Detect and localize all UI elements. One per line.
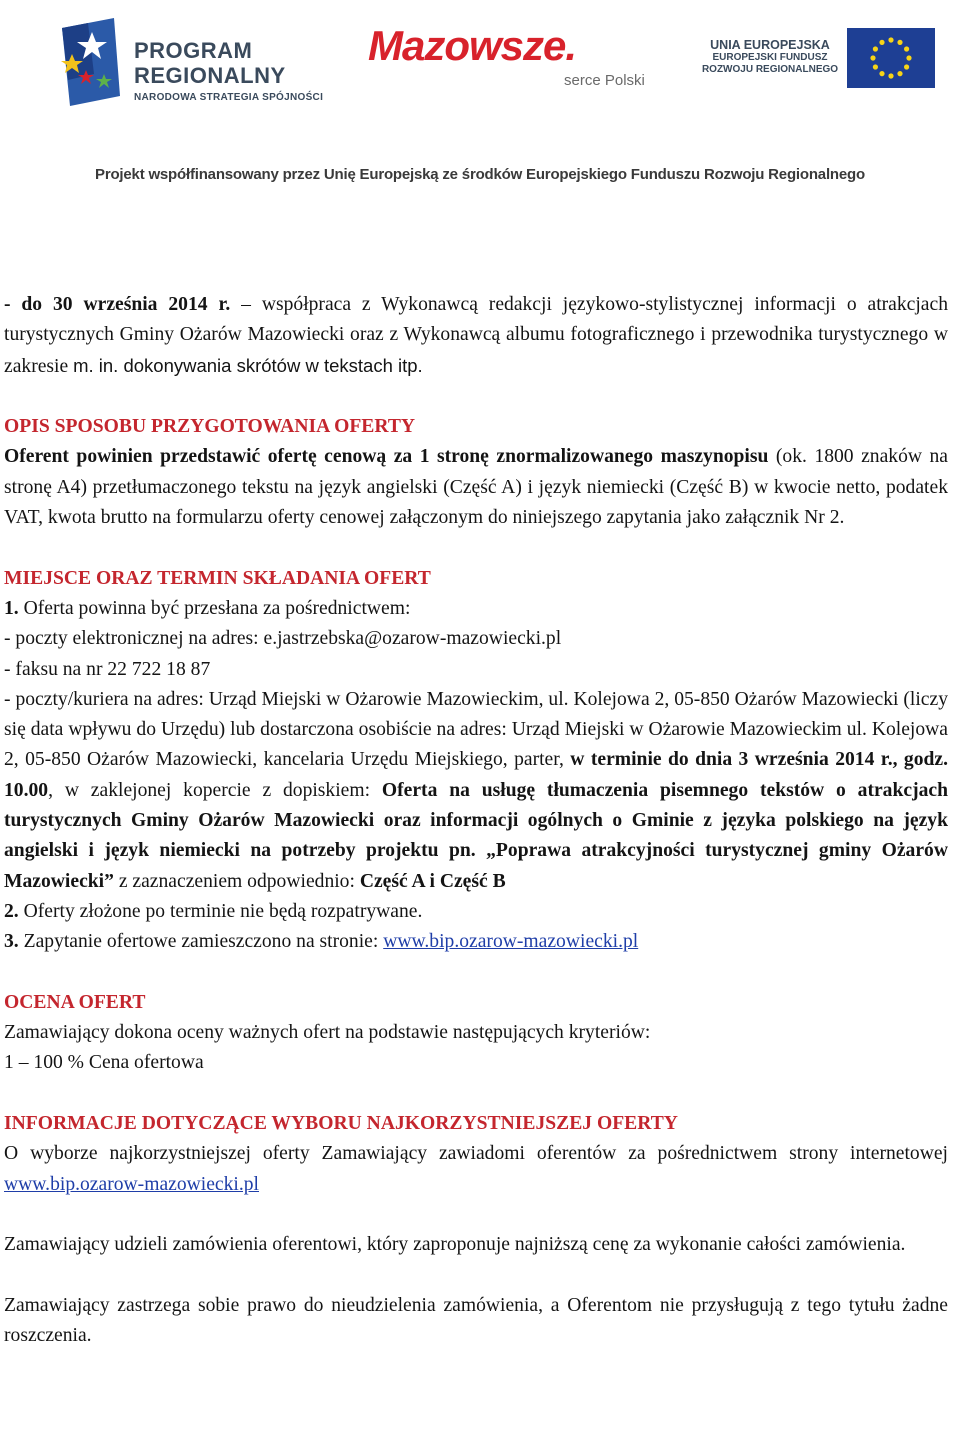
closing-paragraph-1: Zamawiający udzieli zamówienia oferentowi, który zaproponuje najniższą cenę za wykonanie całości zamówienia. [4, 1234, 906, 1256]
ocena-line-2: 1 – 100 % Cena ofertowa [4, 1052, 204, 1074]
heading-opis-oferty: OPIS SPOSOBU PRZYGOTOWANIA OFERTY [4, 416, 416, 438]
eu-flag-icon [847, 28, 935, 88]
deadline-text: w terminie do dnia 3 września 2014 r., godz. 10.00 [4, 749, 948, 801]
parts-label: Część A i Część B [359, 870, 506, 892]
item-number: 1. [4, 597, 19, 619]
heading-miejsce-termin: MIEJSCE ORAZ TERMIN SKŁADANIA OFERT [4, 567, 431, 589]
post-text-b: , w zaklejonej kopercie z dopiskiem: [48, 779, 382, 801]
bip-link-2[interactable]: www.bip.ozarow-mazowiecki.pl [4, 1173, 259, 1195]
heading-wybor-oferty: INFORMACJE DOTYCZĄCE WYBORU NAJKORZYSTNIEJSZEJ OFERTY [4, 1113, 678, 1135]
program-regionalny-flag-icon [52, 14, 134, 110]
logo-text-program: PROGRAM [134, 38, 253, 63]
wybor-paragraph [4, 1139, 948, 1200]
item-number: 3. [4, 931, 19, 953]
logo-header [0, 0, 960, 200]
heading-ocena-ofert: OCENA OFERT [4, 991, 146, 1013]
wybor-text: O wyborze najkorzystniejszej oferty Zamawiający zawiadomi oferentów za pośrednictwem strony internetowej [4, 1143, 948, 1165]
mazowsze-tagline: serce Polski [564, 72, 645, 89]
program-regionalny-logo [52, 14, 342, 114]
post-delivery-paragraph [4, 685, 948, 897]
mazowsze-wordmark: Mazowsze. [368, 22, 577, 69]
fax-line: - faksu na nr 22 722 18 87 [4, 658, 211, 680]
miejsce-item-3 [4, 927, 948, 957]
ocena-line-1: Zamawiający dokona oceny ważnych ofert na podstawie następujących kryteriów: [4, 1022, 651, 1044]
opis-bold-text: Oferent powinien przedstawić ofertę cenową za 1 stronę znormalizowanego maszynopisu [4, 446, 769, 468]
item-text: Oferta powinna być przesłana za pośrednictwem: [18, 597, 411, 619]
eu-text-line1: UNIA EUROPEJSKA [710, 38, 830, 52]
cofinancing-note: Projekt współfinansowany przez Unię Europejską ze środków Europejskiego Funduszu Rozwoju Regionalnego [95, 166, 865, 183]
logo-text-nss: NARODOWA STRATEGIA SPÓJNOŚCI [134, 92, 324, 103]
miejsce-item-2 [4, 897, 948, 927]
miejsce-item-1 [4, 594, 948, 624]
item-number: 2. [4, 900, 19, 922]
closing-paragraph-2: Zamawiający zastrzega sobie prawo do nieudzielenia zamówienia, a Oferentom nie przysługują z tego tytułu żadne roszczenia. [4, 1294, 948, 1347]
envelope-title: Oferta na usługę tłumaczenia pisemnego tekstów o atrakcjach turystycznych Gminy Ożarów Mazowiecki oraz informacji ogólnych o Gminie z języka polskiego na język angielski i język niemiecki na potrzeby projektu pn. „Poprawa atrakcyjności turystycznej gminy Ożarów Mazowiecki” [4, 779, 948, 892]
intro-text-a: – współpraca z Wykonawcą redakcji językowo-stylistycznej informacji o atrakcjach turystycznych Gminy Ożarów Mazowiecki oraz z Wykonawcą albumu fotograficznego i przewodnika turystycznego w zakresie [4, 294, 948, 377]
opis-rest-text: (ok. 1800 znaków na stronę A4) przetłumaczonego tekstu na język angielski (Część A) i język niemiecki (Część B) w kwocie netto, podatek VAT, kwota brutto na formularzu oferty cenowej załączonym do niniejszego zapytania jako załącznik Nr 2. [4, 446, 949, 529]
item-text: Zapytanie ofertowe zamieszczono na stronie: [18, 931, 384, 953]
post-text-c: z zaznaczeniem odpowiednio: [113, 870, 360, 892]
intro-date: - do 30 września 2014 r. [4, 294, 231, 315]
logo-text-regionalny: REGIONALNY [134, 63, 286, 88]
opis-paragraph [4, 442, 948, 533]
eu-logo [694, 26, 944, 96]
eu-text-line3: ROZWOJU REGIONALNEGO [701, 64, 839, 75]
eu-text-line2: EUROPEJSKI FUNDUSZ [712, 52, 828, 63]
document-body [4, 290, 948, 1351]
mazowsze-logo [368, 22, 658, 102]
intro-text-b: m. in. dokonywania skrótów w tekstach itp. [73, 354, 423, 376]
bip-link[interactable]: www.bip.ozarow-mazowiecki.pl [383, 931, 639, 953]
email-line: - poczty elektronicznej na adres: e.jastrzebska@ozarow-mazowiecki.pl [4, 628, 562, 650]
item-text: Oferty złożone po terminie nie będą rozpatrywane. [18, 900, 423, 922]
intro-paragraph [4, 290, 948, 382]
post-text-a: - poczty/kuriera na adres: Urząd Miejski w Ożarowie Mazowieckim, ul. Kolejowa 2, 05-850 Ożarów Mazowiecki (liczy się data wpływu do Urzędu) lub dostarczona osobiście na adres: Urząd Miejski w Ożarowie Mazowieckim ul. Kolejowa 2, 05-850 Ożarów Mazowiecki, kancelaria Urzędu Miejskiego, parter, [4, 688, 948, 771]
